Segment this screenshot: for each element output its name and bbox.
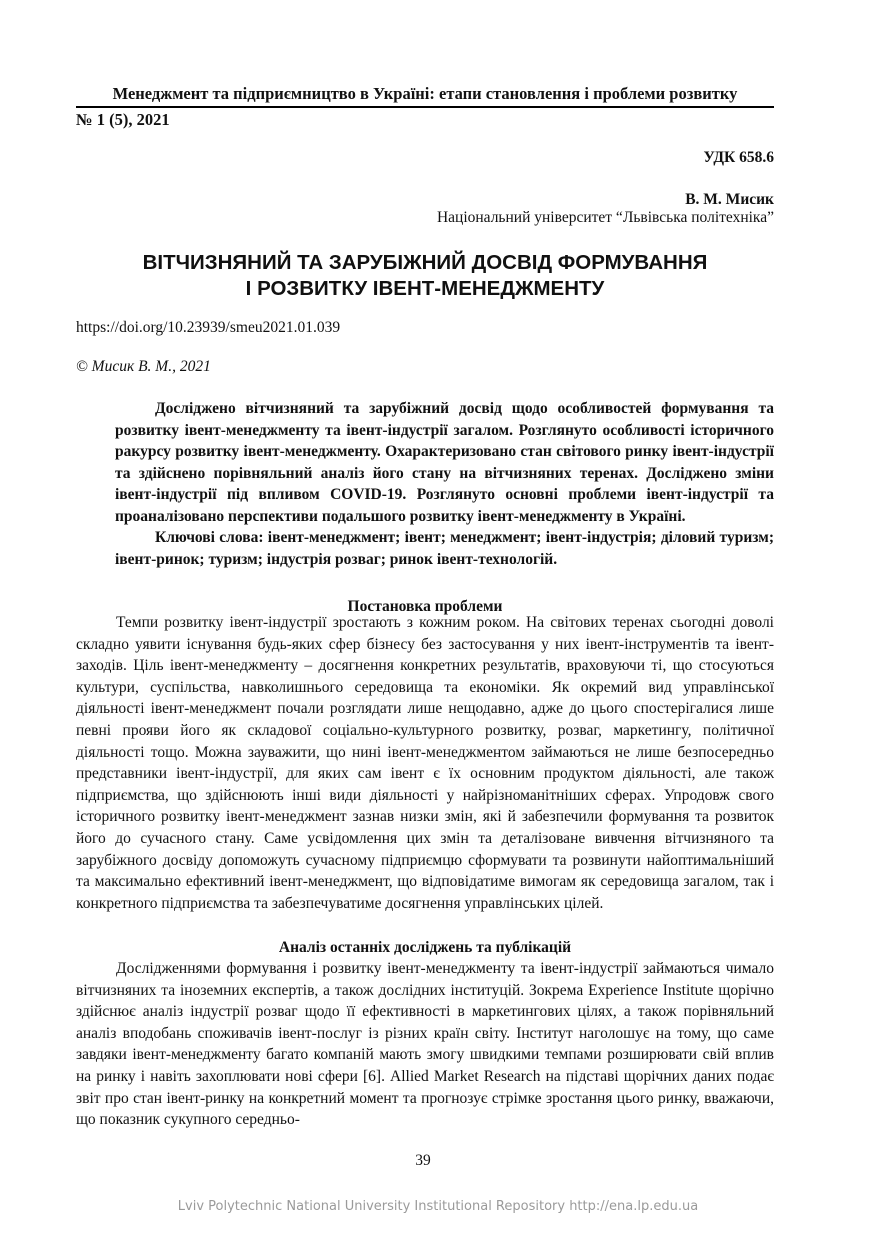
article-title-line-1: ВІТЧИЗНЯНИЙ ТА ЗАРУБІЖНИЙ ДОСВІД ФОРМУВАННЯ <box>142 251 708 274</box>
section-body-literature <box>76 958 774 1131</box>
repository-footer: Lviv Polytechnic National University Institutional Repository http://ena.lp.edu.ua <box>177 1199 699 1214</box>
journal-title: Менеджмент та підприємництво в Україні: етапи становлення і проблеми розвитку <box>112 84 738 103</box>
doi-link[interactable]: https://doi.org/10.23939/smeu2021.01.039 <box>76 319 341 336</box>
header-rule <box>76 106 774 108</box>
section-heading-problem: Постановка проблеми <box>347 598 503 615</box>
copyright-notice: © Мисик В. М., 2021 <box>76 358 211 375</box>
keywords-text: Ключові слова: івент-менеджмент; івент; менеджмент; івент-індустрія; діловий туризм; івент-ринок; туризм; індустрія розваг; ринок івент-технологій. <box>115 529 774 568</box>
article-title-line-2: І РОЗВИТКУ ІВЕНТ-МЕНЕДЖМЕНТУ <box>245 277 605 300</box>
article-title <box>76 250 774 302</box>
paragraph: Темпи розвитку івент-індустрії зростають з кожним роком. На світових теренах сьогодні доволі складно уявити існування будь-яких сфер бізнесу без застосування у них івент-інструментів та івент-заходів. Ціль івент-менеджменту – досягнення конкретних результатів, враховуючи ті, що стосуються культури, суспільства, навколишнього середовища та економіки. Як окремий вид управлінської діяльності івент-менеджмент почали розглядати лише нещодавно, адже до цього спостерігалися лише певні прояви його як складової соціально-культурного розвитку, розваг, маркетингу, політичної діяльності тощо. Можна зауважити, що нині івент-менеджментом займаються не лише безпосередньо представники івент-індустрії, для яких сам івент є їх основним продуктом діяльності, але також підприємства, що здійснюють інші види діяльності у найрізноманітніших сферах. Упродовж свого історичного розвитку івент-менеджмент зазнав низки змін, які й забезпечили формування та розвиток його до сучасного стану. Саме усвідомлення цих змін та деталізоване вивчення вітчизняного та зарубіжного досвіду допоможуть сучасному підприємцю сформувати та розвинути найоптимальніший та максимально ефективний івент-менеджмент, що відповідатиме вимогам як середовища загалом, так і конкретного підприємства та забезпечуватиме досягнення управлінських цілей. <box>76 614 774 912</box>
section-body-problem <box>76 612 774 914</box>
page-number: 39 <box>415 1152 431 1169</box>
abstract-text: Досліджено вітчизняний та зарубіжний досвід щодо особливостей формування та розвитку івент-менеджменту та івент-індустрії загалом. Розглянуто особливості історичного ракурсу розвитку івент-менеджменту. Охарактеризовано стан світового ринку івент-індустрії та здійснено порівняльний аналіз його стану на вітчизняних теренах. Досліджено зміни івент-індустрії під впливом COVID-19. Розглянуто основні проблеми івент-індустрії та проаналізовано перспективи подальшого розвитку івент-менеджменту в Україні. <box>115 400 774 525</box>
abstract-block <box>115 398 774 570</box>
author-affiliation: Національний університет “Львівська політехніка” <box>436 209 774 226</box>
udc-code: УДК 658.6 <box>703 149 774 166</box>
paragraph: Дослідженнями формування і розвитку івент-менеджменту та івент-індустрії займаються чимало вітчизняних та іноземних експертів, а також дослідних інституцій. Зокрема Experience Institute щорічно здійснює аналіз індустрії розваг щодо її ефективності в маркетингових цілях, а також порівняльний аналіз вподобань споживачів івент-послуг із різних країн світу. Інститут наголошує на тому, що саме завдяки івент-менеджменту багато компаній мають змогу швидкими темпами розширювати свій вплив на ринку і навіть захоплювати нові сфери [6]. Allied Market Research на підставі щорічних даних подає звіт про стан івент-ринку на конкретний момент та прогнозує стрімке зростання цього ринку, вважаючи, що показник сукупного середньо- <box>76 960 774 1129</box>
section-heading-literature: Аналіз останніх досліджень та публікацій <box>278 939 572 956</box>
author-name: В. М. Мисик <box>685 191 774 208</box>
issue-number: № 1 (5), 2021 <box>76 110 170 129</box>
